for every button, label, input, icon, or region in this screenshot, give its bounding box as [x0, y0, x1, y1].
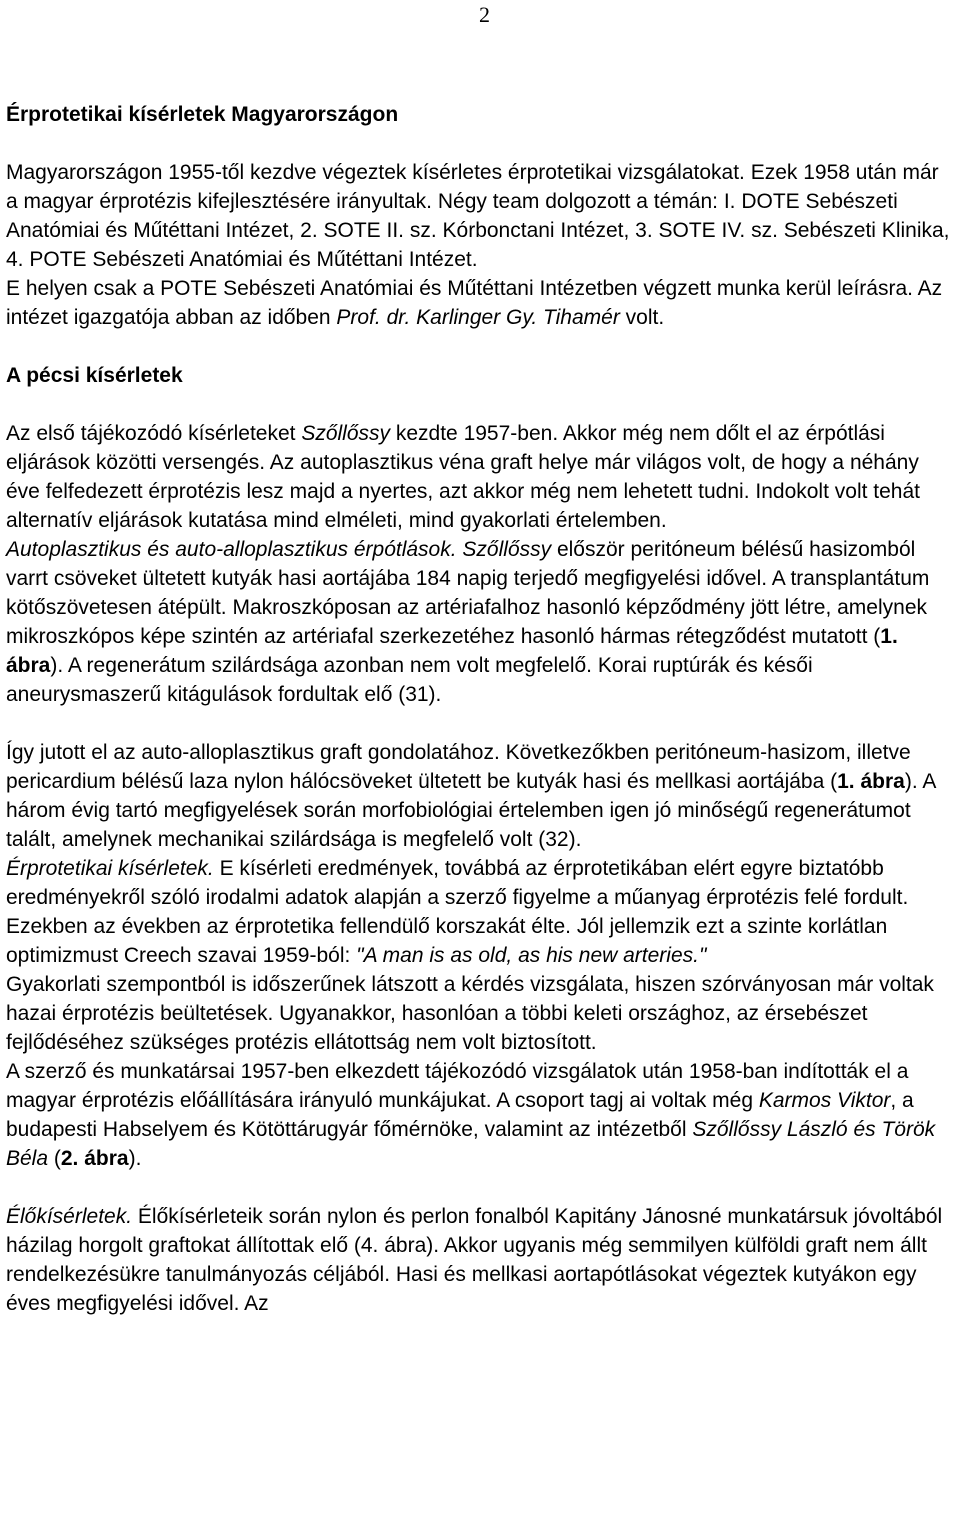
- section-title-pecsi: A pécsi kísérletek: [6, 364, 183, 387]
- paragraph-auto-alloplastic: Így jutott el az auto-alloplasztikus graft gondolatához. Következőkben peritóneum-hasizom, illetve pericardium bélésű laza nylon hálócsöveket ültetett be kutyák hasi és mellkasi aortájába (1. ábra). A három évig tartó megfigyelések során morfobiológiai értelemben igen jó minőségű regenerátumot talált, amelynek mechanikai szilárdsága is megfelelő volt (32).: [6, 741, 936, 851]
- figure-reference: 1. ábra: [837, 770, 905, 793]
- director-name: Prof. dr. Karlinger Gy. Tihamér: [336, 306, 620, 329]
- creech-quote: "A man is as old, as his new arteries.": [356, 944, 707, 967]
- paragraph-pote: E helyen csak a POTE Sebészeti Anatómiai és Műtéttani Intézetben végzett munka kerül leírásra. Az intézet igazgatója abban az időben Prof. dr. Karlinger Gy. Tihamér volt.: [6, 277, 943, 329]
- author-name: Szőllőssy: [301, 422, 391, 445]
- paragraph-vascular-prosthetic: Érprotetikai kísérletek. E kísérleti eredmények, továbbá az érprotetikában elért egyre biztatóbb eredményekről szóló irodalmi adatok alapján a szerző figyelme a műanyag érprotézis felé fordult. Ezekben az években az érprotetika fellendülő korszakát élte. Jól jellemzik ezt a szinte korlátlan optimizmust Creech szavai 1959-ból: "A man is as old, as his new arteries.": [6, 857, 909, 967]
- figure-reference: 1. ábra: [6, 625, 898, 677]
- subheading-erprotetikai: Érprotetikai kísérletek.: [6, 857, 214, 880]
- page-number: 2: [479, 2, 490, 27]
- subheading-autoplastic: Autoplasztikus és auto-alloplasztikus érpótlások.: [6, 538, 457, 561]
- paragraph-intro: [6, 158, 954, 274]
- subheading-elokiserletek: Élőkísérletek.: [6, 1205, 133, 1228]
- paragraph-team: A szerző és munkatársai 1957-ben elkezdett tájékozódó vizsgálatok után 1958-ban indították el a magyar érprotézis előállítására irányuló munkájukat. A csoport tagj ai voltak még Karmos Viktor, a budapesti Habselyem és Kötöttárugyár főmérnöke, valamint az intézetből Szőllőssy László és Török Béla (2. ábra).: [6, 1060, 936, 1170]
- paragraph-first-experiments: Az első tájékozódó kísérleteket Szőllőssy kezdte 1957-ben. Akkor még nem dőlt el az érpótlási eljárások közötti versengés. Az autoplasztikus véna graft helye már világos volt, de hogy a néhány éve felfedezett érprotézis lesz majd a nyertes, azt akkor még nem lehetett tudni. Indokolt volt tehát alternatív eljárások kutatása mind elméleti, mind gyakorlati értelemben.: [6, 422, 920, 532]
- document-body: [6, 100, 954, 1318]
- person-names: Szőllőssy László és Török Béla: [6, 1118, 936, 1170]
- paragraph-intro-text: Magyarországon 1955-től kezdve végeztek kísérletes érprotetikai vizsgálatokat. Ezek 1958 után már a magyar érprotézis kifejlesztésére irányultak. Négy team dolgozott a témán: I. DOTE Sebészeti Anatómiai és Műtéttani Intézet, 2. SOTE II. sz. Kórbonctani Intézet, 3. SOTE IV. sz. Sebészeti Klinika, 4. POTE Sebészeti Anatómiai és Műtéttani Intézet.: [6, 161, 950, 271]
- paragraph-autoplastic: Autoplasztikus és auto-alloplasztikus érpótlások. Szőllőssy először peritóneum bélésű hasizomból varrt csöveket ültetett kutyák hasi aortájába 184 napig terjedő megfigyelési idővel. A transplantátum kötőszövetesen átépült. Makroszkóposan az artériafalhoz hasonló képződmény jött létre, amelynek mikroszkópos képe szintén az artériafal szerkezetéhez hasonló hármas rétegződést mutatott (1. ábra). A regenerátum szilárdsága azonban nem volt megfelelő. Korai ruptúrák és késői aneurysmaszerű kitágulások fordultak elő (31).: [6, 538, 930, 706]
- section-title-erprotetikai: Érprotetikai kísérletek Magyarországon: [6, 103, 399, 126]
- author-name: Szőllőssy: [462, 538, 552, 561]
- paragraph-live-experiments: Élőkísérletek. Élőkísérleteik során nylon és perlon fonalból Kapitány Jánosné munkatársuk jóvoltából házilag horgolt graftokat állítottak elő (4. ábra). Akkor ugyanis még semmilyen külföldi graft nem állt rendelkezésükre tanulmányozás céljából. Hasi és mellkasi aortapótlásokat végeztek kutyákon egy éves megfigyelési idővel. Az: [6, 1205, 943, 1315]
- paragraph-practical: Gyakorlati szempontból is időszerűnek látszott a kérdés vizsgálata, hiszen szórványosan már voltak hazai érprotézis beültetések. Ugyanakkor, hasonlóan a többi keleti országhoz, az érsebészet fejlődéséhez szükséges protézis ellátottság nem volt biztosított.: [6, 973, 934, 1054]
- person-name: Karmos Viktor: [758, 1089, 891, 1112]
- figure-reference: 2. ábra: [60, 1147, 129, 1170]
